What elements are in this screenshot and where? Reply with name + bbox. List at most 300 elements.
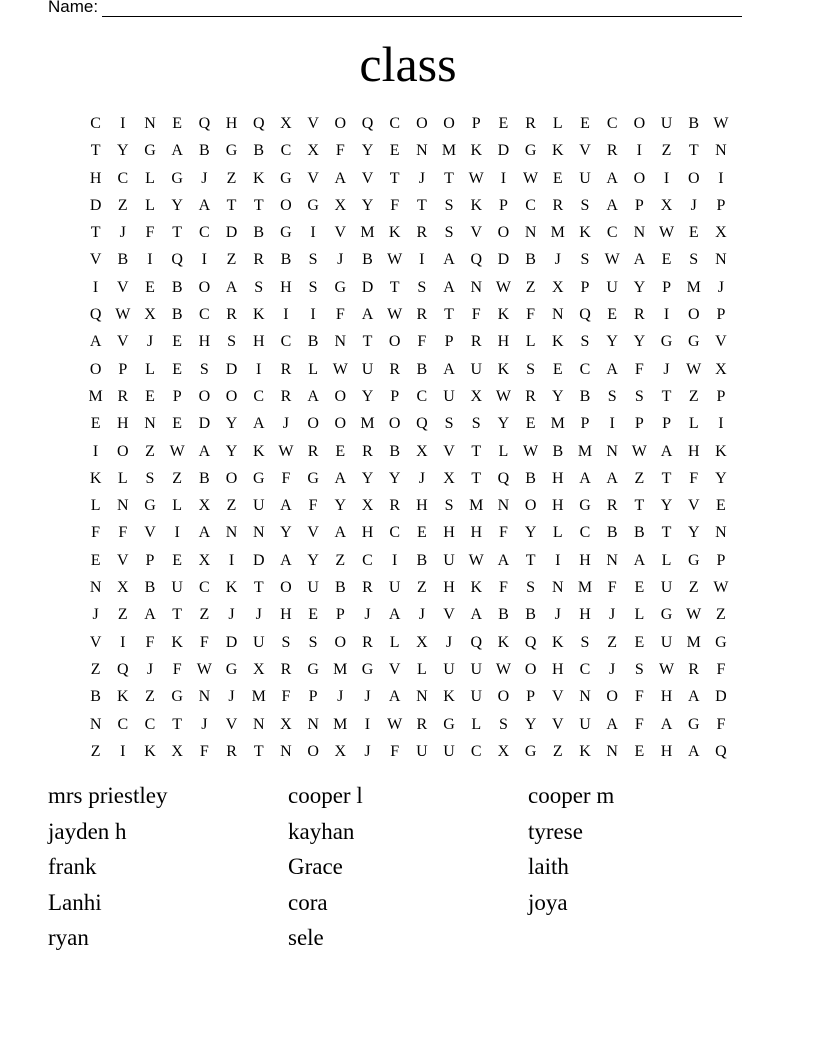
grid-letter: G	[687, 333, 700, 351]
word-list-item: ryan	[48, 925, 89, 950]
grid-letter: N	[470, 278, 482, 296]
grid-letter: T	[416, 196, 427, 214]
word-list-item: laith	[528, 854, 569, 879]
grid-letter: Z	[525, 278, 536, 296]
grid-letter: H	[252, 333, 265, 351]
grid-letter: U	[443, 387, 455, 405]
grid-letter: A	[687, 688, 700, 706]
grid-letter: V	[144, 524, 156, 542]
grid-letter: K	[715, 442, 727, 460]
grid-letter: Y	[633, 278, 646, 296]
grid-letter: S	[526, 579, 536, 597]
grid-letter: E	[661, 251, 672, 269]
grid-letter: I	[555, 551, 561, 569]
grid-letter: F	[145, 224, 155, 242]
grid-letter: I	[120, 115, 126, 132]
grid-letter: Z	[172, 469, 183, 487]
grid-letter: B	[117, 251, 129, 269]
grid-letter: E	[688, 224, 699, 242]
grid-letter: O	[687, 306, 700, 324]
word-list-item: tyrese	[528, 818, 583, 844]
grid-letter: Z	[226, 251, 237, 269]
grid-letter: X	[660, 196, 673, 214]
grid-letter: H	[552, 469, 564, 487]
grid-letter: G	[443, 715, 455, 733]
grid-letter: W	[169, 442, 185, 460]
grid-letter: B	[389, 442, 400, 460]
grid-letter: L	[552, 524, 563, 542]
grid-letter: O	[687, 169, 700, 187]
grid-letter: N	[579, 688, 591, 706]
grid-letter: N	[225, 524, 238, 542]
grid-letter: Q	[361, 115, 374, 132]
grid-letter: B	[688, 115, 700, 132]
grid-letter: S	[580, 333, 590, 351]
grid-letter: O	[280, 196, 292, 214]
grid-letter: K	[579, 742, 591, 760]
grid-letter: I	[201, 251, 207, 269]
word-search-grid	[82, 113, 735, 768]
grid-letter: D	[198, 415, 211, 433]
grid-letter: A	[307, 387, 319, 405]
grid-letter: W	[495, 278, 511, 296]
word-list-item: joya	[528, 889, 568, 915]
grid-letter: H	[660, 742, 673, 760]
grid-letter: H	[470, 524, 482, 542]
grid-letter: U	[660, 115, 673, 132]
grid-letter: Y	[633, 333, 646, 351]
grid-letter: T	[172, 224, 183, 242]
grid-letter: J	[201, 715, 208, 733]
grid-letter: F	[498, 579, 508, 597]
grid-letter: S	[308, 278, 318, 296]
grid-letter: J	[609, 660, 616, 678]
grid-letter: C	[579, 360, 591, 378]
grid-letter: L	[416, 660, 427, 678]
grid-letter: W	[523, 169, 539, 187]
grid-letter: K	[252, 306, 265, 324]
grid-letter: D	[497, 142, 510, 160]
grid-letter: G	[715, 633, 727, 651]
grid-letter: C	[416, 387, 428, 405]
grid-letter: G	[687, 715, 700, 733]
grid-letter: Q	[416, 415, 428, 433]
grid-letter: J	[554, 606, 561, 624]
grid-letter: A	[497, 551, 510, 569]
grid-letter: V	[552, 688, 564, 706]
grid-letter: X	[252, 660, 265, 678]
grid-letter: S	[227, 333, 236, 351]
grid-letter: P	[145, 551, 155, 569]
grid-letter: Y	[280, 524, 292, 542]
grid-letter: Z	[661, 142, 672, 160]
grid-letter: Q	[198, 115, 211, 132]
grid-letter: N	[715, 524, 727, 542]
grid-letter: Q	[89, 306, 102, 324]
grid-letter: C	[579, 524, 591, 542]
grid-letter: H	[225, 115, 238, 132]
grid-letter: X	[497, 742, 510, 760]
grid-letter: U	[443, 742, 455, 760]
grid-letter: R	[389, 497, 400, 515]
grid-letter: T	[661, 524, 672, 542]
grid-letter: Q	[497, 469, 510, 487]
grid-letter: K	[497, 306, 510, 324]
grid-letter: R	[280, 387, 292, 405]
grid-letter: I	[310, 306, 316, 324]
grid-letter: Y	[497, 415, 510, 433]
grid-letter: G	[280, 224, 292, 242]
grid-letter: O	[388, 415, 401, 433]
grid-letter: Y	[660, 497, 673, 515]
grid-letter: X	[443, 469, 455, 487]
grid-letter: G	[307, 660, 319, 678]
grid-letter: O	[443, 115, 455, 132]
grid-letter: H	[552, 497, 564, 515]
grid-letter: I	[663, 306, 670, 324]
grid-letter: V	[579, 142, 591, 160]
grid-letter: Z	[716, 606, 726, 624]
grid-letter: P	[444, 333, 454, 351]
grid-letter: F	[689, 469, 699, 487]
grid-letter: X	[552, 278, 564, 296]
grid-letter: G	[687, 551, 700, 569]
grid-letter: K	[252, 169, 265, 187]
grid-letter: X	[198, 551, 211, 569]
grid-letter: K	[497, 633, 510, 651]
grid-letter: A	[171, 142, 183, 160]
grid-letter: D	[497, 251, 510, 269]
grid-letter: R	[525, 115, 536, 132]
grid-letter: I	[500, 169, 507, 187]
grid-letter: Z	[335, 551, 346, 569]
grid-letter: O	[524, 660, 537, 678]
grid-letter: U	[579, 169, 591, 187]
grid-letter: A	[334, 469, 347, 487]
word-list-item: jayden h	[48, 818, 127, 844]
grid-letter: V	[470, 224, 482, 242]
grid-letter: I	[256, 360, 262, 378]
grid-letter: Y	[606, 333, 618, 351]
grid-letter: F	[335, 142, 345, 160]
grid-letter: I	[147, 251, 153, 269]
grid-letter: T	[661, 469, 672, 487]
grid-letter: C	[117, 715, 129, 733]
grid-letter: O	[280, 579, 292, 597]
grid-letter: J	[418, 169, 425, 187]
grid-letter: Z	[90, 660, 101, 678]
grid-letter: A	[361, 306, 374, 324]
grid-letter: E	[416, 524, 427, 542]
grid-letter: V	[307, 115, 319, 132]
grid-letter: E	[525, 415, 536, 433]
grid-letter: J	[717, 278, 725, 296]
grid-letter: O	[633, 169, 646, 187]
grid-letter: N	[552, 579, 564, 597]
grid-letter: J	[663, 360, 670, 378]
grid-letter: P	[634, 415, 644, 433]
grid-letter: N	[144, 415, 156, 433]
grid-letter: Y	[388, 469, 401, 487]
grid-letter: W	[686, 606, 702, 624]
grid-letter: P	[662, 415, 671, 433]
word-list-item: kayhan	[288, 818, 355, 844]
grid-letter: D	[252, 551, 265, 569]
grid-letter: P	[716, 196, 726, 214]
grid-letter: U	[171, 579, 183, 597]
grid-letter: B	[307, 333, 319, 351]
grid-letter: A	[334, 524, 347, 542]
grid-letter: P	[498, 196, 508, 214]
grid-letter: X	[307, 142, 319, 160]
grid-letter: J	[146, 660, 154, 678]
grid-letter: A	[280, 497, 292, 515]
grid-letter: T	[90, 224, 101, 242]
grid-letter: E	[90, 415, 101, 433]
grid-letter: C	[253, 387, 265, 405]
grid-letter: G	[307, 196, 319, 214]
grid-letter: H	[280, 606, 292, 624]
grid-letter: V	[687, 497, 700, 515]
grid-letter: C	[470, 742, 482, 760]
grid-letter: V	[117, 551, 129, 569]
grid-letter: E	[308, 606, 318, 624]
grid-letter: C	[389, 524, 400, 542]
grid-letter: T	[444, 169, 454, 187]
word-list-item: Lanhi	[48, 889, 102, 915]
grid-letter: E	[172, 333, 183, 351]
grid-letter: E	[335, 442, 346, 460]
grid-letter: A	[280, 551, 292, 569]
grid-letter: E	[145, 278, 155, 296]
grid-letter: T	[389, 278, 400, 296]
grid-letter: R	[362, 442, 373, 460]
grid-letter: X	[361, 497, 374, 515]
grid-letter: I	[120, 633, 126, 651]
grid-letter: T	[172, 715, 183, 733]
grid-letter: T	[253, 196, 264, 214]
grid-letter: B	[334, 579, 346, 597]
grid-letter: Z	[607, 633, 618, 651]
grid-letter: T	[253, 579, 264, 597]
grid-letter: Z	[552, 742, 563, 760]
grid-letter: U	[660, 633, 673, 651]
grid-letter: V	[117, 278, 129, 296]
grid-letter: D	[361, 278, 374, 296]
grid-letter: O	[497, 224, 510, 242]
grid-letter: A	[198, 524, 211, 542]
grid-letter: B	[634, 524, 645, 542]
grid-letter: R	[362, 633, 373, 651]
grid-letter: R	[688, 660, 700, 678]
grid-letter: I	[718, 169, 724, 187]
grid-letter: J	[228, 606, 235, 624]
grid-letter: Y	[307, 551, 319, 569]
grid-letter: O	[225, 469, 238, 487]
grid-letter: B	[199, 469, 210, 487]
grid-letter: R	[606, 142, 618, 160]
grid-letter: A	[606, 469, 618, 487]
grid-letter: N	[606, 551, 618, 569]
grid-letter: I	[364, 715, 371, 733]
grid-letter: V	[89, 633, 102, 651]
grid-letter: N	[416, 688, 428, 706]
grid-letter: U	[307, 579, 319, 597]
grid-letter: F	[471, 306, 481, 324]
grid-letter: V	[443, 606, 455, 624]
grid-letter: I	[92, 278, 99, 296]
grid-letter: L	[552, 115, 563, 132]
grid-letter: Y	[524, 715, 537, 733]
grid-letter: N	[117, 497, 129, 515]
grid-letter: C	[606, 224, 618, 242]
grid-letter: B	[253, 224, 265, 242]
grid-letter: L	[145, 169, 155, 187]
grid-letter: X	[470, 387, 482, 405]
grid-letter: N	[552, 306, 564, 324]
grid-letter: E	[172, 551, 183, 569]
grid-letter: M	[360, 415, 375, 433]
grid-letter: P	[335, 606, 345, 624]
grid-letter: K	[117, 688, 129, 706]
grid-letter: F	[335, 306, 345, 324]
grid-letter: J	[418, 469, 425, 487]
grid-letter: L	[661, 551, 672, 569]
grid-letter: Z	[145, 442, 155, 460]
grid-letter: R	[552, 196, 564, 214]
grid-letter: W	[713, 579, 729, 597]
grid-letter: O	[334, 633, 347, 651]
grid-letter: G	[660, 606, 673, 624]
grid-letter: A	[579, 469, 591, 487]
grid-letter: K	[144, 742, 156, 760]
grid-letter: O	[225, 387, 238, 405]
grid-letter: S	[444, 196, 454, 214]
grid-letter: X	[280, 715, 292, 733]
grid-letter: B	[171, 278, 183, 296]
grid-letter: I	[636, 142, 642, 160]
grid-letter: A	[443, 278, 455, 296]
grid-letter: I	[609, 415, 615, 433]
grid-letter: K	[89, 469, 102, 487]
grid-letter: F	[716, 715, 726, 733]
grid-letter: X	[715, 224, 727, 242]
grid-letter: N	[198, 688, 211, 706]
grid-letter: U	[470, 360, 482, 378]
grid-letter: A	[388, 688, 401, 706]
grid-letter: V	[307, 524, 319, 542]
grid-letter: T	[172, 606, 183, 624]
grid-letter: W	[713, 115, 729, 132]
grid-letter: Q	[470, 251, 482, 269]
grid-letter: Y	[361, 387, 374, 405]
grid-letter: U	[470, 660, 482, 678]
grid-letter: H	[280, 278, 292, 296]
grid-letter: A	[225, 278, 238, 296]
grid-letter: F	[118, 524, 128, 542]
grid-letter: B	[552, 442, 564, 460]
grid-letter: N	[524, 224, 537, 242]
grid-letter: K	[552, 633, 564, 651]
grid-letter: W	[658, 660, 675, 678]
grid-letter: X	[416, 442, 428, 460]
grid-letter: K	[470, 196, 482, 214]
grid-letter: P	[716, 551, 726, 569]
grid-letter: C	[199, 579, 210, 597]
grid-letter: Q	[171, 251, 183, 269]
grid-letter: P	[118, 360, 128, 378]
grid-letter: Z	[688, 387, 699, 405]
grid-letter: M	[577, 579, 593, 597]
grid-letter: N	[497, 497, 510, 515]
name-label: Name:	[48, 0, 99, 16]
grid-letter: R	[416, 715, 428, 733]
grid-letter: O	[307, 415, 319, 433]
grid-letter: J	[445, 633, 453, 651]
grid-letter: N	[252, 715, 265, 733]
grid-letter: R	[416, 224, 428, 242]
grid-letter: A	[144, 606, 156, 624]
grid-letter: Q	[117, 660, 129, 678]
grid-letter: A	[606, 715, 618, 733]
grid-letter: A	[198, 196, 211, 214]
grid-letter: O	[524, 497, 537, 515]
grid-letter: O	[334, 415, 347, 433]
grid-letter: N	[606, 742, 618, 760]
grid-letter: X	[416, 633, 428, 651]
grid-letter: G	[524, 742, 537, 760]
grid-letter: G	[225, 142, 238, 160]
grid-letter: V	[89, 251, 102, 269]
grid-letter: C	[389, 115, 400, 132]
grid-letter: R	[226, 742, 237, 760]
grid-letter: L	[145, 360, 155, 378]
grid-letter: G	[171, 169, 183, 187]
grid-letter: V	[225, 715, 238, 733]
grid-letter: B	[171, 306, 183, 324]
grid-letter: M	[333, 660, 348, 678]
grid-letter: H	[361, 524, 374, 542]
grid-letter: Z	[117, 196, 128, 214]
grid-letter: D	[225, 224, 238, 242]
grid-letter: C	[280, 142, 292, 160]
grid-letter: R	[389, 360, 400, 378]
grid-letter: X	[280, 115, 292, 132]
grid-letter: W	[387, 715, 403, 733]
grid-letter: P	[308, 688, 318, 706]
grid-letter: E	[389, 142, 400, 160]
grid-letter: B	[199, 142, 210, 160]
grid-letter: A	[633, 251, 646, 269]
grid-letter: P	[580, 278, 590, 296]
grid-letter: E	[607, 306, 618, 324]
grid-letter: P	[390, 387, 400, 405]
grid-letter: J	[690, 196, 697, 214]
grid-letter: B	[498, 606, 509, 624]
grid-letter: U	[388, 579, 401, 597]
grid-letter: X	[144, 306, 156, 324]
grid-letter: R	[307, 442, 319, 460]
grid-letter: X	[334, 196, 347, 214]
grid-letter: U	[361, 360, 374, 378]
grid-letter: F	[716, 660, 726, 678]
grid-letter: F	[390, 742, 400, 760]
grid-letter: A	[89, 333, 102, 351]
grid-letter: B	[525, 469, 536, 487]
grid-letter: N	[89, 715, 102, 733]
grid-letter: S	[145, 469, 155, 487]
grid-letter: W	[686, 360, 702, 378]
